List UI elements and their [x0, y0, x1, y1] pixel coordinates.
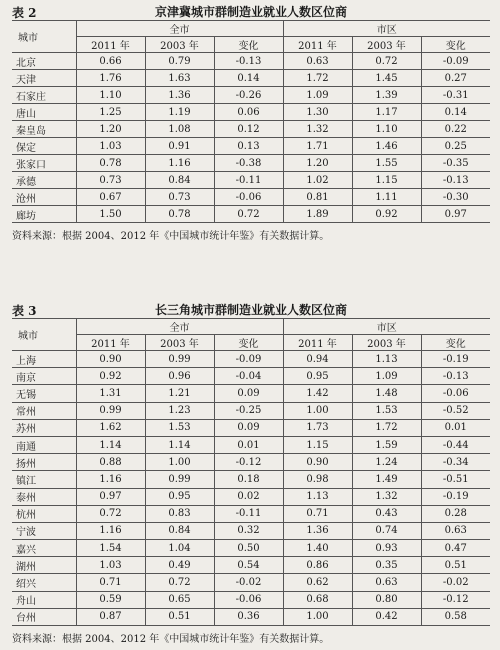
value-cell-whole-2003: 0.51 — [145, 608, 214, 625]
value-cell-whole-change: -0.11 — [214, 172, 283, 189]
value-cell-urban-2011: 1.42 — [283, 385, 352, 402]
value-cell-whole-2011: 1.03 — [76, 138, 145, 155]
value-cell-urban-2011: 0.98 — [283, 471, 352, 488]
city-name-cell: 绍兴 — [12, 574, 76, 591]
value-cell-urban-2003: 1.13 — [352, 351, 421, 368]
table-3-source: 资料来源：根据 2004、2012 年《中国城市统计年鉴》有关数据计算。 — [12, 634, 330, 645]
value-cell-urban-change: -0.12 — [421, 591, 490, 608]
value-cell-urban-change: 0.25 — [421, 138, 490, 155]
city-name-cell: 镇江 — [12, 471, 76, 488]
value-cell-whole-2011: 0.92 — [76, 368, 145, 385]
table-row — [12, 471, 490, 488]
value-cell-urban-2011: 0.94 — [283, 351, 352, 368]
value-cell-whole-change: -0.38 — [214, 155, 283, 172]
value-cell-urban-2011: 1.72 — [283, 70, 352, 87]
table-2-header-change-urban: 变化 — [421, 37, 490, 53]
value-cell-urban-2011: 1.13 — [283, 488, 352, 505]
value-cell-urban-change: -0.34 — [421, 454, 490, 471]
value-cell-whole-change: 0.06 — [214, 104, 283, 121]
value-cell-whole-2003: 0.78 — [145, 206, 214, 223]
value-cell-whole-2011: 0.73 — [76, 172, 145, 189]
value-cell-whole-change: 0.09 — [214, 385, 283, 402]
value-cell-whole-change: 0.02 — [214, 488, 283, 505]
value-cell-urban-2003: 1.15 — [352, 172, 421, 189]
value-cell-urban-2011: 0.68 — [283, 591, 352, 608]
table-row — [12, 488, 490, 505]
table-3-header-change-whole: 变化 — [214, 335, 283, 351]
value-cell-whole-change: 0.72 — [214, 206, 283, 223]
value-cell-whole-2003: 1.00 — [145, 454, 214, 471]
value-cell-urban-2011: 1.36 — [283, 522, 352, 539]
table-3-header-change-urban: 变化 — [421, 335, 490, 351]
value-cell-urban-2003: 1.45 — [352, 70, 421, 87]
value-cell-whole-change: 0.36 — [214, 608, 283, 625]
value-cell-whole-change: 0.54 — [214, 557, 283, 574]
value-cell-whole-2003: 0.79 — [145, 53, 214, 70]
value-cell-whole-change: -0.02 — [214, 574, 283, 591]
table-row — [12, 70, 490, 87]
table-row — [12, 608, 490, 625]
table-2-source: 资料来源：根据 2004、2012 年《中国城市统计年鉴》有关数据计算。 — [12, 231, 330, 242]
value-cell-whole-2003: 1.19 — [145, 104, 214, 121]
value-cell-whole-change: 0.01 — [214, 436, 283, 453]
table-3-header-2011-whole: 2011 年 — [76, 335, 145, 351]
value-cell-whole-change: -0.13 — [214, 53, 283, 70]
value-cell-whole-2003: 1.36 — [145, 87, 214, 104]
value-cell-whole-2003: 1.53 — [145, 419, 214, 436]
table-3-caption — [12, 300, 490, 318]
city-name-cell: 上海 — [12, 351, 76, 368]
value-cell-whole-change: 0.18 — [214, 471, 283, 488]
value-cell-urban-2003: 1.55 — [352, 155, 421, 172]
value-cell-whole-2011: 0.97 — [76, 488, 145, 505]
value-cell-whole-2003: 0.99 — [145, 471, 214, 488]
value-cell-urban-2011: 1.32 — [283, 121, 352, 138]
table-3-group-urban: 市区 — [283, 319, 490, 335]
city-name-cell: 保定 — [12, 138, 76, 155]
value-cell-urban-2011: 0.81 — [283, 189, 352, 206]
value-cell-whole-2011: 0.66 — [76, 53, 145, 70]
table-2-header-2011-whole: 2011 年 — [76, 37, 145, 53]
value-cell-urban-2011: 0.71 — [283, 505, 352, 522]
table-row — [12, 505, 490, 522]
value-cell-whole-2011: 0.99 — [76, 402, 145, 419]
city-name-cell: 扬州 — [12, 454, 76, 471]
table-2-header-row-2 — [12, 37, 490, 53]
value-cell-urban-2003: 0.72 — [352, 53, 421, 70]
value-cell-urban-2011: 1.73 — [283, 419, 352, 436]
table-row — [12, 522, 490, 539]
value-cell-whole-change: -0.06 — [214, 591, 283, 608]
value-cell-whole-2011: 0.90 — [76, 351, 145, 368]
table-row — [12, 454, 490, 471]
table-3-number: 表 3 — [12, 304, 37, 318]
value-cell-whole-change: -0.04 — [214, 368, 283, 385]
table-row — [12, 189, 490, 206]
value-cell-urban-2003: 1.17 — [352, 104, 421, 121]
value-cell-urban-2003: 1.24 — [352, 454, 421, 471]
value-cell-urban-2011: 1.40 — [283, 540, 352, 557]
value-cell-whole-2003: 0.99 — [145, 351, 214, 368]
value-cell-urban-2011: 1.02 — [283, 172, 352, 189]
value-cell-urban-change: -0.30 — [421, 189, 490, 206]
city-name-cell: 常州 — [12, 402, 76, 419]
table-row — [12, 172, 490, 189]
table-row — [12, 385, 490, 402]
value-cell-urban-2011: 1.20 — [283, 155, 352, 172]
value-cell-urban-change: -0.19 — [421, 488, 490, 505]
value-cell-whole-2011: 1.50 — [76, 206, 145, 223]
value-cell-urban-change: -0.13 — [421, 172, 490, 189]
city-name-cell: 舟山 — [12, 591, 76, 608]
value-cell-urban-2003: 0.35 — [352, 557, 421, 574]
value-cell-urban-change: 0.58 — [421, 608, 490, 625]
table-row — [12, 104, 490, 121]
table-3-header-2011-urban: 2011 年 — [283, 335, 352, 351]
value-cell-urban-2003: 1.46 — [352, 138, 421, 155]
table-row — [12, 155, 490, 172]
table-3 — [12, 318, 490, 626]
value-cell-urban-2011: 0.63 — [283, 53, 352, 70]
table-3-block — [12, 300, 490, 645]
value-cell-urban-change: 0.97 — [421, 206, 490, 223]
value-cell-urban-2003: 1.49 — [352, 471, 421, 488]
table-3-group-whole: 全市 — [76, 319, 283, 335]
table-2-header-change-whole: 变化 — [214, 37, 283, 53]
value-cell-urban-change: 0.51 — [421, 557, 490, 574]
table-2-header-row-1 — [12, 21, 490, 37]
value-cell-urban-change: -0.09 — [421, 53, 490, 70]
value-cell-urban-2003: 1.09 — [352, 368, 421, 385]
city-name-cell: 泰州 — [12, 488, 76, 505]
value-cell-whole-2003: 1.14 — [145, 436, 214, 453]
value-cell-urban-2003: 1.32 — [352, 488, 421, 505]
value-cell-urban-change: -0.13 — [421, 368, 490, 385]
city-name-cell: 南京 — [12, 368, 76, 385]
city-name-cell: 张家口 — [12, 155, 76, 172]
table-3-header-2003-whole: 2003 年 — [145, 335, 214, 351]
value-cell-whole-2011: 1.62 — [76, 419, 145, 436]
value-cell-urban-2003: 0.63 — [352, 574, 421, 591]
value-cell-whole-2003: 0.95 — [145, 488, 214, 505]
city-name-cell: 承德 — [12, 172, 76, 189]
value-cell-whole-2011: 0.72 — [76, 505, 145, 522]
city-name-cell: 无锡 — [12, 385, 76, 402]
value-cell-urban-change: -0.06 — [421, 385, 490, 402]
table-row — [12, 574, 490, 591]
table-row — [12, 351, 490, 368]
value-cell-whole-2011: 1.20 — [76, 121, 145, 138]
value-cell-urban-change: 0.63 — [421, 522, 490, 539]
table-2-group-urban: 市区 — [283, 21, 490, 37]
city-name-cell: 宁波 — [12, 522, 76, 539]
value-cell-whole-2011: 0.78 — [76, 155, 145, 172]
value-cell-urban-2003: 0.42 — [352, 608, 421, 625]
value-cell-whole-change: 0.32 — [214, 522, 283, 539]
value-cell-urban-2011: 1.30 — [283, 104, 352, 121]
table-row — [12, 138, 490, 155]
value-cell-whole-2003: 1.04 — [145, 540, 214, 557]
value-cell-whole-2003: 1.08 — [145, 121, 214, 138]
value-cell-urban-2011: 0.90 — [283, 454, 352, 471]
table-row — [12, 87, 490, 104]
value-cell-urban-2011: 1.71 — [283, 138, 352, 155]
value-cell-whole-change: -0.26 — [214, 87, 283, 104]
value-cell-urban-2003: 1.39 — [352, 87, 421, 104]
table-2-title: 京津冀城市群制造业就业人数区位商 — [154, 5, 347, 19]
table-2-header-2003-urban: 2003 年 — [352, 37, 421, 53]
value-cell-whole-2003: 0.91 — [145, 138, 214, 155]
value-cell-whole-change: 0.12 — [214, 121, 283, 138]
value-cell-whole-2011: 1.10 — [76, 87, 145, 104]
table-row — [12, 540, 490, 557]
city-name-cell: 湖州 — [12, 557, 76, 574]
table-2-city-header: 城市 — [12, 21, 76, 53]
value-cell-urban-2003: 0.93 — [352, 540, 421, 557]
table-2-header-2003-whole: 2003 年 — [145, 37, 214, 53]
city-name-cell: 秦皇岛 — [12, 121, 76, 138]
value-cell-urban-2011: 1.09 — [283, 87, 352, 104]
table-3-city-header: 城市 — [12, 319, 76, 351]
city-name-cell: 北京 — [12, 53, 76, 70]
table-row — [12, 591, 490, 608]
value-cell-urban-2003: 0.43 — [352, 505, 421, 522]
value-cell-whole-2003: 1.63 — [145, 70, 214, 87]
value-cell-whole-2011: 1.14 — [76, 436, 145, 453]
value-cell-urban-2003: 1.48 — [352, 385, 421, 402]
value-cell-whole-2003: 1.16 — [145, 155, 214, 172]
value-cell-whole-2011: 0.67 — [76, 189, 145, 206]
value-cell-whole-2003: 0.96 — [145, 368, 214, 385]
city-name-cell: 石家庄 — [12, 87, 76, 104]
value-cell-urban-change: -0.02 — [421, 574, 490, 591]
table-row — [12, 53, 490, 70]
value-cell-whole-change: -0.09 — [214, 351, 283, 368]
value-cell-urban-2003: 1.11 — [352, 189, 421, 206]
city-name-cell: 苏州 — [12, 419, 76, 436]
value-cell-urban-2003: 1.72 — [352, 419, 421, 436]
value-cell-urban-change: -0.35 — [421, 155, 490, 172]
city-name-cell: 唐山 — [12, 104, 76, 121]
value-cell-urban-2011: 1.89 — [283, 206, 352, 223]
table-3-header-row-2 — [12, 335, 490, 351]
value-cell-whole-change: 0.09 — [214, 419, 283, 436]
value-cell-whole-change: -0.11 — [214, 505, 283, 522]
value-cell-whole-2011: 0.59 — [76, 591, 145, 608]
value-cell-whole-2011: 1.25 — [76, 104, 145, 121]
value-cell-whole-2003: 0.83 — [145, 505, 214, 522]
value-cell-urban-2011: 0.86 — [283, 557, 352, 574]
value-cell-whole-2003: 0.72 — [145, 574, 214, 591]
table-2-header-2011-urban: 2011 年 — [283, 37, 352, 53]
city-name-cell: 廊坊 — [12, 206, 76, 223]
value-cell-whole-2011: 0.71 — [76, 574, 145, 591]
value-cell-whole-2011: 1.31 — [76, 385, 145, 402]
value-cell-urban-2003: 0.74 — [352, 522, 421, 539]
value-cell-whole-2011: 0.88 — [76, 454, 145, 471]
table-row — [12, 206, 490, 223]
value-cell-whole-2003: 1.23 — [145, 402, 214, 419]
table-row — [12, 436, 490, 453]
value-cell-whole-change: 0.50 — [214, 540, 283, 557]
table-3-header-2003-urban: 2003 年 — [352, 335, 421, 351]
city-name-cell: 杭州 — [12, 505, 76, 522]
table-3-header-row-1 — [12, 319, 490, 335]
value-cell-whole-2011: 1.76 — [76, 70, 145, 87]
value-cell-urban-change: -0.31 — [421, 87, 490, 104]
value-cell-urban-change: 0.27 — [421, 70, 490, 87]
value-cell-urban-2003: 1.53 — [352, 402, 421, 419]
value-cell-urban-change: 0.22 — [421, 121, 490, 138]
value-cell-urban-change: 0.14 — [421, 104, 490, 121]
value-cell-whole-change: -0.25 — [214, 402, 283, 419]
value-cell-urban-change: -0.19 — [421, 351, 490, 368]
table-3-title: 长三角城市群制造业就业人数区位商 — [154, 303, 347, 317]
value-cell-urban-2011: 0.62 — [283, 574, 352, 591]
table-2-caption — [12, 2, 490, 20]
value-cell-urban-2011: 1.00 — [283, 608, 352, 625]
value-cell-whole-change: 0.13 — [214, 138, 283, 155]
table-row — [12, 368, 490, 385]
value-cell-urban-2003: 1.10 — [352, 121, 421, 138]
value-cell-urban-2003: 0.80 — [352, 591, 421, 608]
table-row — [12, 121, 490, 138]
city-name-cell: 嘉兴 — [12, 540, 76, 557]
value-cell-whole-2011: 1.03 — [76, 557, 145, 574]
value-cell-urban-2011: 0.95 — [283, 368, 352, 385]
value-cell-urban-2003: 1.59 — [352, 436, 421, 453]
value-cell-urban-change: -0.52 — [421, 402, 490, 419]
value-cell-urban-change: 0.28 — [421, 505, 490, 522]
value-cell-urban-2003: 0.92 — [352, 206, 421, 223]
table-2-number: 表 2 — [12, 6, 37, 20]
value-cell-whole-2011: 0.87 — [76, 608, 145, 625]
value-cell-whole-2003: 1.21 — [145, 385, 214, 402]
value-cell-whole-2003: 0.84 — [145, 172, 214, 189]
table-2-body — [12, 53, 490, 223]
value-cell-whole-2011: 1.16 — [76, 471, 145, 488]
table-3-body — [12, 351, 490, 626]
value-cell-urban-change: 0.01 — [421, 419, 490, 436]
value-cell-urban-change: -0.44 — [421, 436, 490, 453]
value-cell-whole-2003: 0.73 — [145, 189, 214, 206]
table-row — [12, 419, 490, 436]
value-cell-urban-change: 0.47 — [421, 540, 490, 557]
table-row — [12, 557, 490, 574]
table-row — [12, 402, 490, 419]
value-cell-urban-2011: 1.15 — [283, 436, 352, 453]
table-2 — [12, 20, 490, 223]
value-cell-whole-2011: 1.16 — [76, 522, 145, 539]
table-2-block — [12, 2, 490, 242]
table-2-group-whole: 全市 — [76, 21, 283, 37]
value-cell-urban-2011: 1.00 — [283, 402, 352, 419]
value-cell-whole-change: 0.14 — [214, 70, 283, 87]
city-name-cell: 南通 — [12, 436, 76, 453]
city-name-cell: 沧州 — [12, 189, 76, 206]
city-name-cell: 天津 — [12, 70, 76, 87]
value-cell-urban-change: -0.51 — [421, 471, 490, 488]
value-cell-whole-2003: 0.65 — [145, 591, 214, 608]
value-cell-whole-2011: 1.54 — [76, 540, 145, 557]
value-cell-whole-change: -0.12 — [214, 454, 283, 471]
value-cell-whole-2003: 0.49 — [145, 557, 214, 574]
value-cell-whole-2003: 0.84 — [145, 522, 214, 539]
city-name-cell: 台州 — [12, 608, 76, 625]
value-cell-whole-change: -0.06 — [214, 189, 283, 206]
